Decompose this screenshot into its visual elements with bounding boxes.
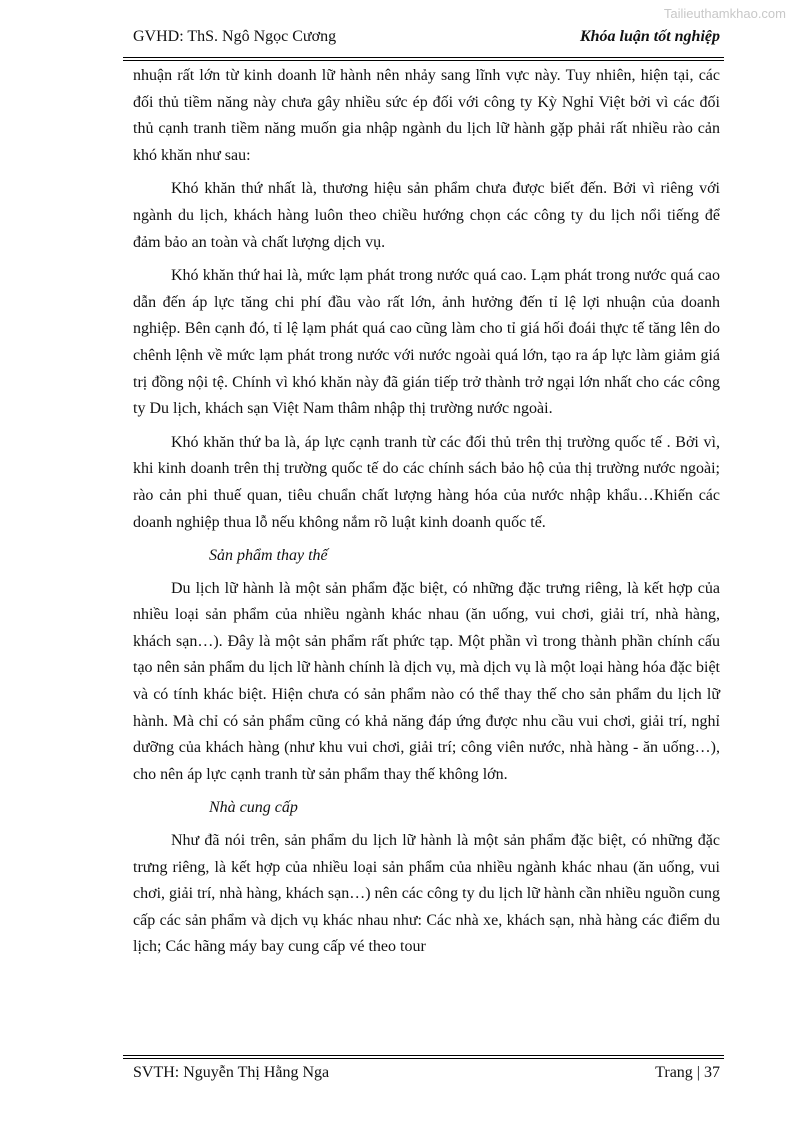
page-header	[133, 28, 720, 54]
paragraph: Khó khăn thứ hai là, mức lạm phát trong nước quá cao. Lạm phát trong nước quá cao dẫn đến áp lực tăng chi phí đầu vào rất lớn, ảnh hưởng đến tỉ lệ lợi nhuận của doanh nghiệp. Bên cạnh đó, tỉ lệ lạm phát quá cao cũng làm cho tỉ giá hối đoái thực tế tăng lên do chênh lệnh về mức lạm phát trong nước với nước ngoài quá lớn, tạo ra áp lực làm giảm giá trị đồng nội tệ. Chính vì khó khăn này đã gián tiếp trở thành trở ngại lớn nhất cho các công ty Du lịch, khách sạn Việt Nam thâm nhập thị trường nước ngoài.	[133, 267, 720, 418]
section-heading: Nhà cung cấp	[209, 799, 298, 817]
header-title: Khóa luận tốt nghiệp	[579, 28, 720, 45]
footer-author: SVTH: Nguyễn Thị Hằng Nga	[133, 1064, 330, 1081]
paragraph: nhuận rất lớn từ kinh doanh lữ hành nên nhảy sang lĩnh vực này. Tuy nhiên, hiện tại, các đối thủ tiềm năng này chưa gây nhiều sức ép đối với công ty Kỳ Nghỉ Việt bởi vì các đối thủ cạnh tranh tiềm năng muốn gia nhập ngành du lịch lữ hành gặp phải rất nhiều rào cản khó khăn như sau:	[133, 67, 720, 164]
page-number: Trang | 37	[655, 1064, 720, 1081]
document-body	[133, 63, 720, 968]
header-rule	[123, 57, 724, 61]
page-footer	[133, 1064, 720, 1082]
paragraph: Như đã nói trên, sản phẩm du lịch lữ hành là một sản phẩm đặc biệt, có những đặc trưng riêng, là kết hợp của nhiều loại sản phẩm của nhiều ngành khác nhau (ăn uống, vui chơi, giải trí, nhà hàng, khách sạn…) nên các công ty du lịch lữ hành cần nhiều nguồn cung cấp các sản phẩm và dịch vụ khác nhau như: Các nhà xe, khách sạn, nhà hàng các điểm du lịch; Các hãng máy bay cung cấp vé theo tour	[133, 832, 720, 956]
footer-rule	[123, 1055, 724, 1059]
watermark: Tailieuthamkhao.com	[663, 6, 786, 21]
header-advisor: GVHD: ThS. Ngô Ngọc Cương	[133, 28, 337, 45]
paragraph: Khó khăn thứ ba là, áp lực cạnh tranh từ các đối thủ trên thị trường quốc tế . Bởi vì, khi kinh doanh trên thị trường quốc tế do các chính sách bảo hộ của thị trường nước ngoài; rào cản phi thuế quan, tiêu chuẩn chất lượng hàng hóa của nước nhập khẩu…Khiến các doanh nghiệp thua lỗ nếu không nắm rõ luật kinh doanh quốc tế.	[133, 433, 720, 531]
paragraph: Du lịch lữ hành là một sản phẩm đặc biệt, có những đặc trưng riêng, là kết hợp của nhiều loại sản phẩm của nhiều ngành khác nhau (ăn uống, vui chơi, giải trí, nhà hàng, khách sạn…). Đây là một sản phẩm rất phức tạp. Một phần vì trong thành phần chính cấu tạo nên sản phẩm du lịch lữ hành chính là dịch vụ, mà dịch vụ là một loại hàng hóa đặc biệt và có tính khác biệt. Hiện chưa có sản phẩm nào có thể thay thế cho sản phẩm du lịch lữ hành. Mà chỉ có sản phẩm cũng có khả năng đáp ứng được nhu cầu vui chơi, giải trí, nghỉ dưỡng của khách hàng (như khu vui chơi, giải trí; công viên nước, nhà hàng - ăn uống…), cho nên áp lực cạnh tranh từ sản phẩm thay thế không lớn.	[133, 579, 720, 783]
section-heading: Sản phẩm thay thế	[209, 547, 328, 565]
paragraph: Khó khăn thứ nhất là, thương hiệu sản phẩm chưa được biết đến. Bởi vì riêng với ngành du lịch, khách hàng luôn theo chiều hướng chọn các công ty du lịch nổi tiếng để đảm bảo an toàn và chất lượng dịch vụ.	[133, 180, 720, 251]
